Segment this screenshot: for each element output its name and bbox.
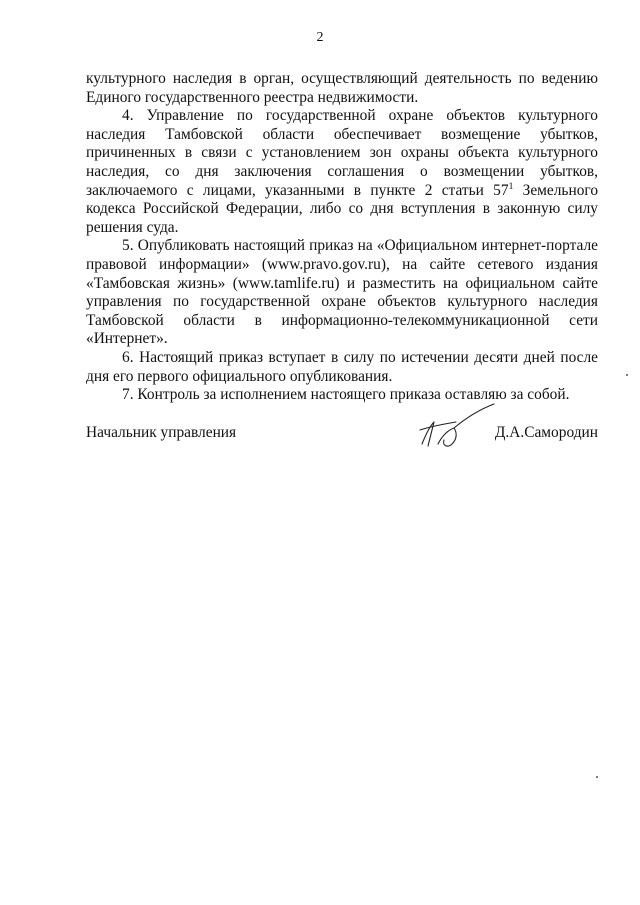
paragraph-4 bbox=[86, 107, 598, 237]
scan-speck bbox=[596, 776, 598, 778]
article-superscript: 1 bbox=[508, 181, 514, 192]
document-body bbox=[86, 70, 598, 405]
signatory-name: Д.А.Самородин bbox=[494, 424, 598, 441]
paragraph-7: 7. Контроль за исполнением настоящего приказа оставляю за собой. bbox=[122, 386, 570, 404]
paragraph-5: 5. Опубликовать настоящий приказ на «Официальном интернет-портале правовой информации» (www.pravo.gov.ru), на сайте сетевого издания «Тамбовская жизнь» (www.tamlife.ru) и разместить на официальном сайте управления по государственной охране объектов культурного наследия Тамбовской области в информационно-телекоммуникационной сети «Интернет». bbox=[86, 237, 598, 348]
paragraph-continuation: культурного наследия в орган, осуществляющий деятельность по ведению Единого государственного реестра недвижимости. bbox=[86, 70, 598, 106]
paragraph-6: 6. Настоящий приказ вступает в силу по истечении десяти дней после дня его первого официального опубликования. bbox=[86, 348, 598, 385]
signature-block bbox=[86, 424, 598, 448]
handwritten-signature bbox=[408, 400, 498, 460]
page-number: 2 bbox=[316, 30, 324, 45]
paragraph-4-text-end: Земельного кодекса Российской Федерации, либо со дня вступления в законную силу решения суда. bbox=[86, 181, 599, 236]
scan-speck bbox=[626, 374, 628, 376]
paragraph-4-text: 4. Управление по государственной охране объектов культурного наследия Тамбовской области обеспечивает возмещение убытков, причиненных в связи с установлением зон охраны объекта культурного наследия, со дня заключения соглашения о возмещении убытков, заключаемого с лицами, указанными в пункте 2 статьи 57 bbox=[86, 107, 598, 199]
signatory-title: Начальник управления bbox=[86, 424, 237, 441]
